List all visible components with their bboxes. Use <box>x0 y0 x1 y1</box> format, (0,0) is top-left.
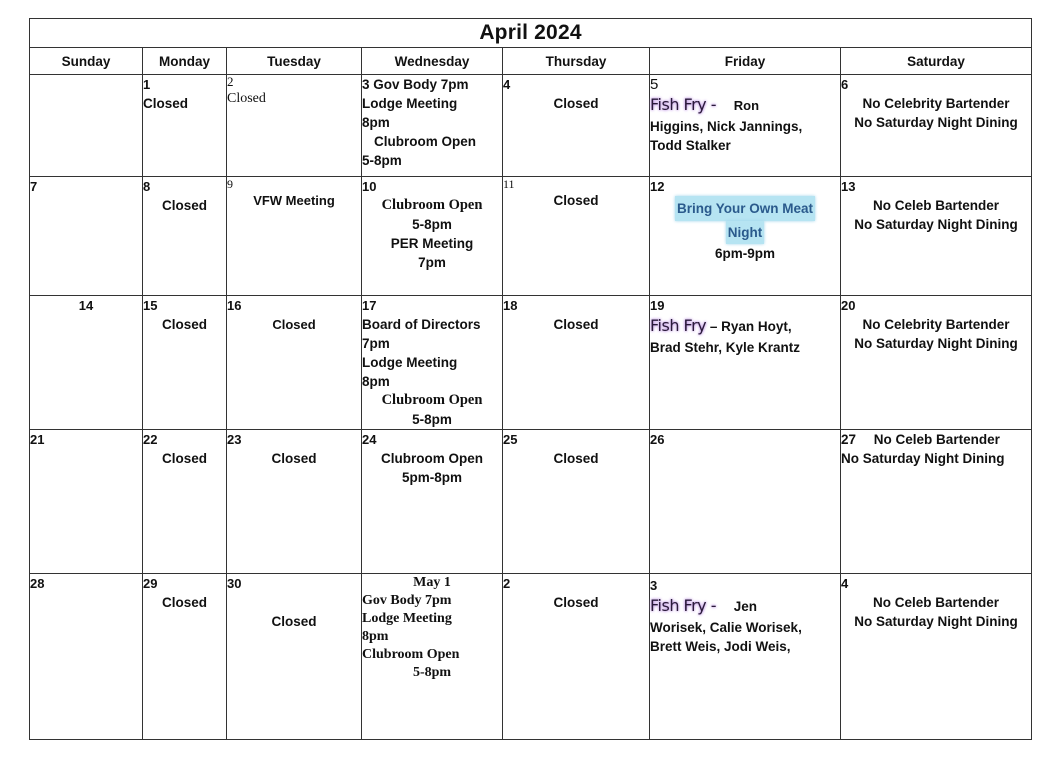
day-cell-apr-3 <box>362 75 503 177</box>
day-number: 22 <box>143 432 158 447</box>
event-text: 6pm-9pm <box>714 246 775 261</box>
event-text: Closed <box>161 451 207 466</box>
week-row-2 <box>30 177 1032 296</box>
event-text: Closed <box>161 198 207 213</box>
event-text: 5-8pm <box>412 217 452 232</box>
event-text: Board of Directors <box>362 317 481 332</box>
day-cell-apr-25 <box>503 430 650 574</box>
event-text: Closed <box>553 96 599 111</box>
day-number: 4 <box>841 576 849 591</box>
byo-meat-highlight: Night <box>726 221 765 244</box>
day-cell-apr-7 <box>30 177 143 296</box>
event-text: Clubroom Open <box>362 647 460 662</box>
day-number: 10 <box>362 179 377 194</box>
event-text: Closed <box>161 317 207 332</box>
day-number: 1 <box>143 77 151 92</box>
event-text: Clubroom Open <box>374 134 476 149</box>
day-cell-apr-1 <box>143 75 227 177</box>
day-number: 4 <box>503 77 511 92</box>
event-text: Clubroom Open <box>381 451 483 466</box>
day-number: May 1 <box>413 575 451 590</box>
day-cell-apr-5 <box>650 75 841 177</box>
day-cell-apr-30 <box>227 574 362 740</box>
event-text: Closed <box>227 91 266 106</box>
day-cell-apr-10 <box>362 177 503 296</box>
byo-meat-highlight: Bring Your Own Meat <box>675 196 815 221</box>
event-text: 7pm <box>418 255 446 270</box>
event-text: No Saturday Night Dining <box>854 614 1018 629</box>
day-cell-apr-9 <box>227 177 362 296</box>
event-text: Higgins, Nick Jannings, <box>650 119 803 134</box>
day-number: 30 <box>227 576 242 591</box>
day-number: 2 <box>503 576 511 591</box>
event-text: Closed <box>143 96 189 111</box>
event-text: 5-8pm <box>412 665 452 680</box>
event-text: Jen <box>733 599 758 614</box>
day-cell-apr-2 <box>227 75 362 177</box>
event-text: Worisek, Calie Worisek, <box>650 620 802 635</box>
event-text: No Saturday Night Dining <box>841 451 1005 466</box>
event-text: Closed <box>553 317 599 332</box>
day-cell-empty <box>30 75 143 177</box>
day-cell-apr-20 <box>841 296 1032 430</box>
event-text: No Saturday Night Dining <box>854 336 1018 351</box>
day-number: 23 <box>227 432 242 447</box>
day-number: 27 <box>841 432 857 447</box>
day-cell-apr-23 <box>227 430 362 574</box>
event-text: Closed <box>553 451 599 466</box>
event-text: Gov Body 7pm <box>362 593 452 608</box>
event-text: No Celeb Bartender <box>873 595 1000 610</box>
event-text: Clubroom Open <box>381 392 483 408</box>
day-number: 20 <box>841 298 856 313</box>
event-text: No Celebrity Bartender <box>862 317 1010 332</box>
event-text: No Celeb Bartender <box>873 432 1000 447</box>
day-cell-may-2 <box>503 574 650 740</box>
event-text: Closed <box>271 451 317 466</box>
week-row-5 <box>30 574 1032 740</box>
fish-fry-label: Fish Fry - <box>650 95 716 114</box>
day-number: 12 <box>650 179 665 194</box>
event-text: Closed <box>161 595 207 610</box>
event-text: Todd Stalker <box>650 138 731 153</box>
event-text: Closed <box>271 614 317 629</box>
event-text: 7pm <box>362 336 390 351</box>
event-text: Clubroom Open <box>381 197 483 213</box>
day-cell-may-3 <box>650 574 841 740</box>
day-number: 21 <box>30 432 45 447</box>
event-text: 8pm <box>362 374 390 389</box>
event-text: – Ryan Hoyt, <box>709 319 792 334</box>
day-number: 17 <box>362 298 377 313</box>
day-number: 18 <box>503 298 518 313</box>
day-number: 5 <box>650 76 659 93</box>
day-number: 6 <box>841 77 849 92</box>
fish-fry-label: Fish Fry <box>650 316 707 335</box>
event-text: Lodge Meeting <box>362 355 458 370</box>
event-text: Ron <box>733 98 760 113</box>
day-cell-apr-19 <box>650 296 841 430</box>
week-row-4 <box>30 430 1032 574</box>
day-header-tuesday: Tuesday <box>227 48 362 75</box>
day-header-wednesday: Wednesday <box>362 48 503 75</box>
event-text: Lodge Meeting <box>362 96 458 111</box>
day-cell-apr-28 <box>30 574 143 740</box>
day-cell-apr-26 <box>650 430 841 574</box>
day-cell-apr-13 <box>841 177 1032 296</box>
calendar-title: April 2024 <box>30 19 1032 48</box>
event-text: Closed <box>553 193 599 208</box>
day-number: 11 <box>503 177 515 191</box>
day-cell-apr-22 <box>143 430 227 574</box>
day-number: 25 <box>503 432 518 447</box>
day-cell-apr-14 <box>30 296 143 430</box>
day-cell-apr-6 <box>841 75 1032 177</box>
event-text: PER Meeting <box>390 236 474 251</box>
day-number: 8 <box>143 179 151 194</box>
day-cell-apr-24 <box>362 430 503 574</box>
event-text: No Saturday Night Dining <box>854 115 1018 130</box>
day-cell-apr-21 <box>30 430 143 574</box>
day-number: 28 <box>30 576 45 591</box>
event-text: 8pm <box>362 115 390 130</box>
day-number: 14 <box>78 298 94 313</box>
event-text: 5-8pm <box>412 412 452 427</box>
event-text: VFW Meeting <box>253 193 335 208</box>
day-cell-apr-17 <box>362 296 503 430</box>
week-row-3 <box>30 296 1032 430</box>
day-cell-apr-4 <box>503 75 650 177</box>
day-number: 24 <box>362 432 377 447</box>
calendar-table <box>29 18 1032 740</box>
event-text: 3 Gov Body 7pm <box>362 77 469 92</box>
event-text: Lodge Meeting <box>362 611 452 626</box>
day-number: 16 <box>227 298 242 313</box>
day-number: 26 <box>650 432 665 447</box>
event-text: No Saturday Night Dining <box>854 217 1018 232</box>
day-number: 2 <box>227 74 234 89</box>
day-number: 15 <box>143 298 158 313</box>
event-text: 5-8pm <box>362 153 402 168</box>
day-number: 13 <box>841 179 856 194</box>
fish-fry-label: Fish Fry - <box>650 596 716 615</box>
event-text: Closed <box>553 595 599 610</box>
day-cell-apr-11 <box>503 177 650 296</box>
day-number: 9 <box>227 177 233 191</box>
day-header-thursday: Thursday <box>503 48 650 75</box>
event-text: Closed <box>272 317 316 332</box>
day-cell-apr-8 <box>143 177 227 296</box>
day-header-saturday: Saturday <box>841 48 1032 75</box>
event-text: Brett Weis, Jodi Weis, <box>650 639 791 654</box>
day-number: 19 <box>650 298 665 313</box>
day-number: 3 <box>650 578 658 593</box>
event-text: Brad Stehr, Kyle Krantz <box>650 340 801 355</box>
day-cell-apr-12 <box>650 177 841 296</box>
day-cell-apr-29 <box>143 574 227 740</box>
day-header-sunday: Sunday <box>30 48 143 75</box>
day-cell-may-4 <box>841 574 1032 740</box>
day-header-friday: Friday <box>650 48 841 75</box>
week-row-1 <box>30 75 1032 177</box>
event-text: 5pm-8pm <box>401 470 462 485</box>
day-number: 29 <box>143 576 158 591</box>
day-cell-apr-15 <box>143 296 227 430</box>
day-cell-apr-16 <box>227 296 362 430</box>
day-cell-may-1 <box>362 574 503 740</box>
day-cell-apr-27 <box>841 430 1032 574</box>
event-text: No Celeb Bartender <box>873 198 1000 213</box>
day-header-monday: Monday <box>143 48 227 75</box>
day-number: 7 <box>30 179 38 194</box>
day-cell-apr-18 <box>503 296 650 430</box>
event-text: No Celebrity Bartender <box>862 96 1010 111</box>
event-text: 8pm <box>362 629 389 644</box>
